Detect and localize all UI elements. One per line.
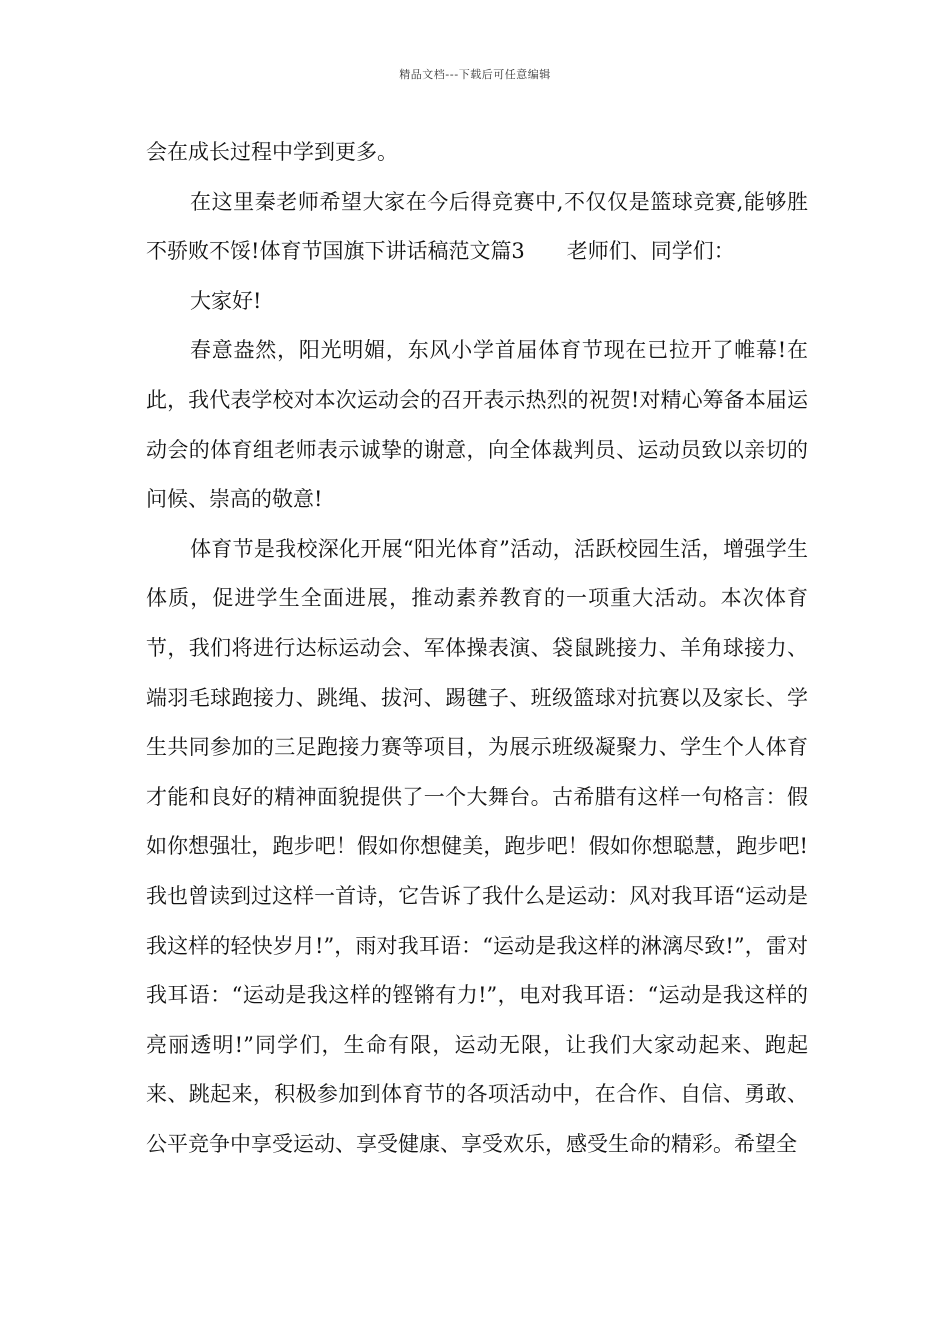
paragraph-2: 在这里秦老师希望大家在今后得竞赛中,不仅仅是篮球竞赛,能够胜不骄败不馁!体育节国旗下讲话稿范文篇3 老师们、同学们： — [146, 189, 808, 264]
paragraph-4: 春意盎然，阳光明媚，东风小学首届体育节现在已拉开了帷幕!在此，我代表学校对本次运动会的召开表示热烈的祝贺!对精心筹备本届运动会的体育组老师表示诚挚的谢意，向全体裁判员、运动员致以亲切的问候、崇高的敬意! — [146, 338, 808, 512]
page-header: 精品文档---下载后可任意编辑 — [399, 68, 551, 81]
paragraph-3: 大家好! — [190, 288, 262, 313]
document-body — [146, 128, 808, 1169]
paragraph-5: 体育节是我校深化开展“阳光体育”活动，活跃校园生活，增强学生体质，促进学生全面进展，推动素养教育的一项重大活动。本次体育节，我们将进行达标运动会、军体操表演、袋鼠跳接力、羊角球接力、端羽毛球跑接力、跳绳、拔河、踢毽子、班级篮球对抗赛以及家长、学生共同参加的三足跑接力赛等项目，为展示班级凝聚力、学生个人体育才能和良好的精神面貌提供了一个大舞台。古希腊有这样一句格言：假如你想强壮，跑步吧！假如你想健美，跑步吧！假如你想聪慧，跑步吧!我也曾读到过这样一首诗，它告诉了我什么是运动：风对我耳语“运动是我这样的轻快岁月!”，雨对我耳语：“运动是我这样的淋漓尽致!”，雷对我耳语：“运动是我这样的铿锵有力!”，电对我耳语：“运动是我这样的亮丽透明!”同学们，生命有限，运动无限，让我们大家动起来、跑起来、跳起来，积极参加到体育节的各项活动中，在合作、自信、勇敢、公平竞争中享受运动、享受健康、享受欢乐，感受生命的精彩。希望全 — [146, 536, 808, 1156]
paragraph-1: 会在成长过程中学到更多。 — [146, 140, 398, 164]
